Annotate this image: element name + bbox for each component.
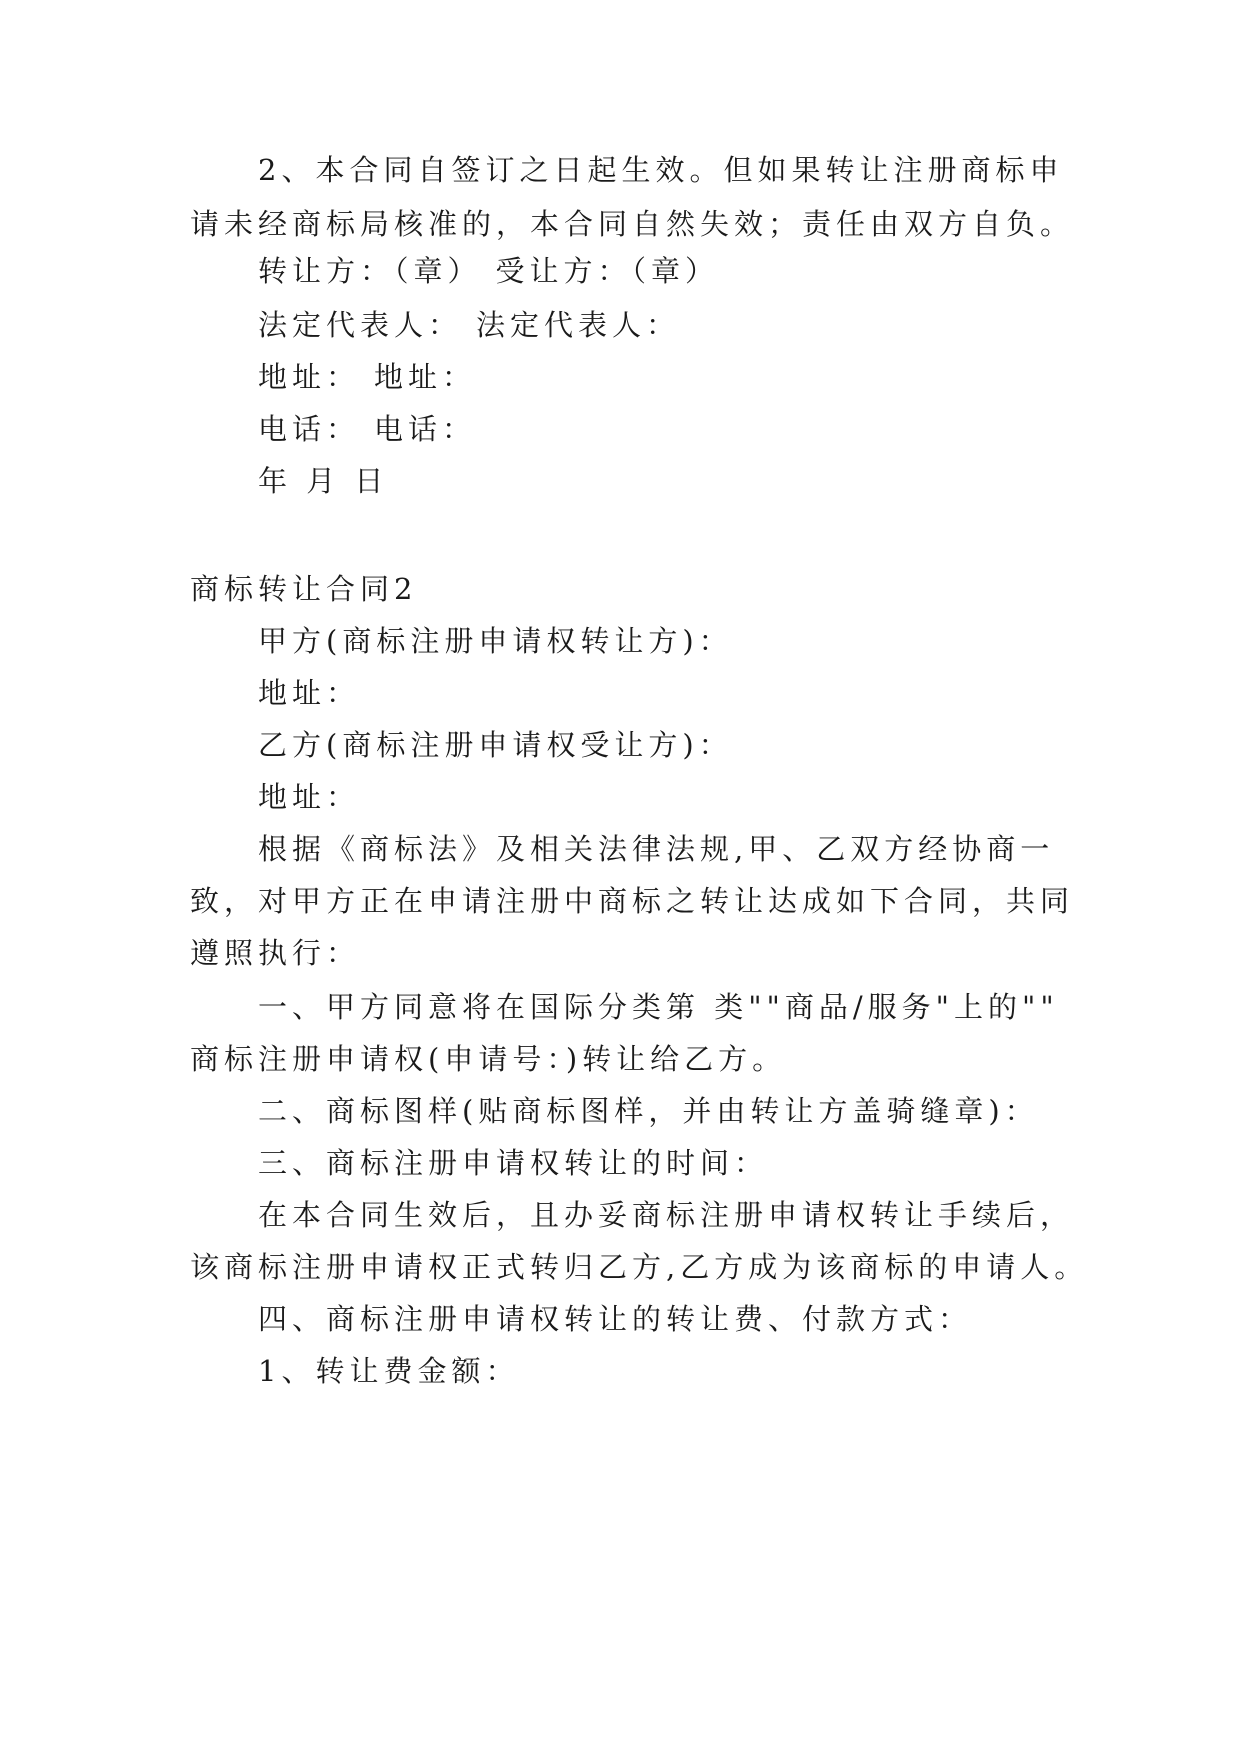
signature-seal-line xyxy=(258,251,719,291)
transferee-seal: 受让方：（章） xyxy=(495,254,720,288)
article3: 三、商标注册申请权转让的时间： xyxy=(258,1146,769,1180)
legal-rep-right: 法定代表人： xyxy=(476,308,681,342)
party-b-label: 乙方(商标注册申请权受让方)： xyxy=(258,728,733,762)
phone-left: 电话： xyxy=(258,412,361,446)
article3-body-line1: 在本合同生效后，且办妥商标注册申请权转让手续后， xyxy=(258,1198,1075,1232)
party-a-label: 甲方(商标注册申请权转让方)： xyxy=(258,624,733,658)
phone-right: 电话： xyxy=(374,412,477,446)
preamble-line3: 遵照执行： xyxy=(190,936,361,970)
article1-line2: 商标注册申请权(申请号：)转让给乙方。 xyxy=(190,1042,787,1076)
date-line: 年 月 日 xyxy=(258,464,389,498)
phone-line xyxy=(258,409,476,449)
contract-title: 商标转让合同2 xyxy=(190,572,418,606)
legal-rep-left: 法定代表人： xyxy=(258,308,463,342)
clause2-line2: 请未经商标局核准的，本合同自然失效；责任由双方自负。 xyxy=(190,207,1075,241)
article4-item1: 1、转让费金额： xyxy=(258,1354,520,1388)
legal-rep-line xyxy=(258,305,680,345)
clause2-line1: 2、本合同自签订之日起生效。但如果转让注册商标申 xyxy=(258,153,1064,187)
party-a-address: 地址： xyxy=(258,676,361,710)
transferor-seal: 转让方：（章） xyxy=(258,254,482,288)
article3-body-line2: 该商标注册申请权正式转归乙方,乙方成为该商标的申请人。 xyxy=(190,1250,1089,1284)
address-right: 地址： xyxy=(374,360,477,394)
article1-line1: 一、甲方同意将在国际分类第 类""商品/服务"上的"" xyxy=(258,990,1059,1024)
preamble-line1: 根据《商标法》及相关法律法规,甲、乙双方经协商一 xyxy=(258,832,1055,866)
article2: 二、商标图样(贴商标图样，并由转让方盖骑缝章)： xyxy=(258,1094,1039,1128)
article4: 四、商标注册申请权转让的转让费、付款方式： xyxy=(258,1302,973,1336)
address-left: 地址： xyxy=(258,360,361,394)
party-b-address: 地址： xyxy=(258,780,361,814)
address-line xyxy=(258,357,476,397)
preamble-line2: 致，对甲方正在申请注册中商标之转让达成如下合同，共同 xyxy=(190,884,1075,918)
